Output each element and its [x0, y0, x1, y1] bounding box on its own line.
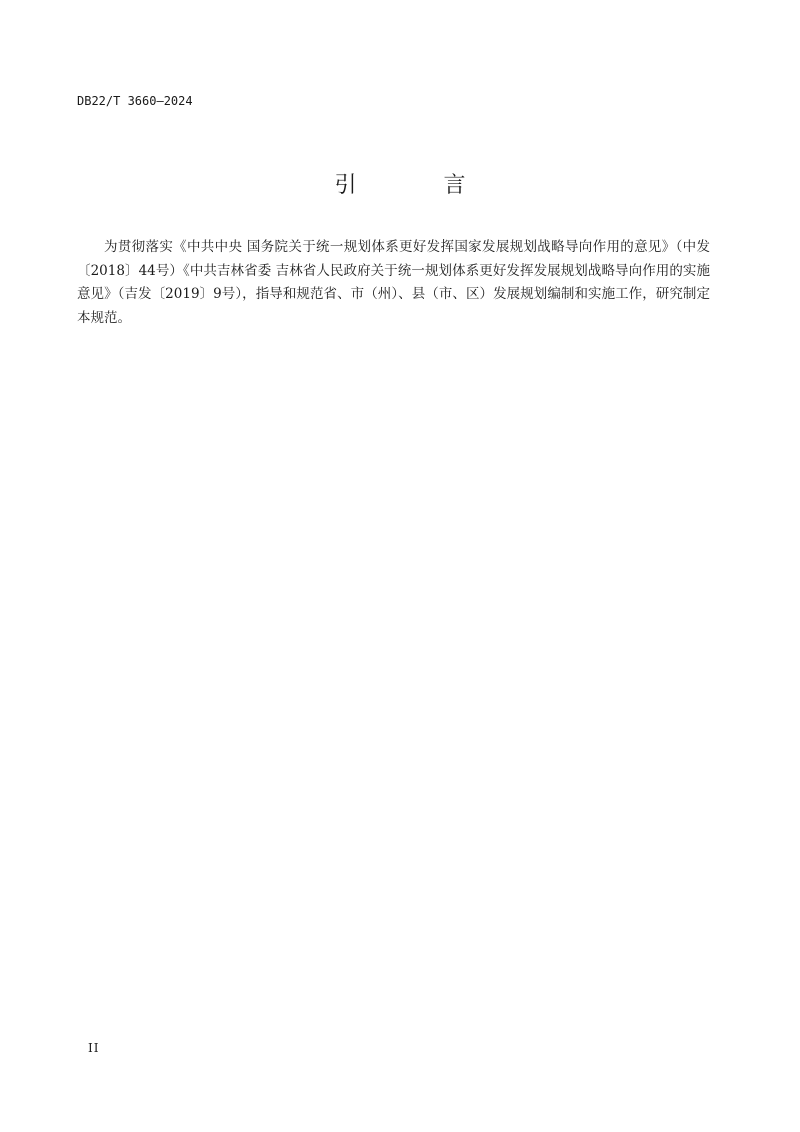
page-number: II [88, 1041, 100, 1055]
introduction-paragraph: 为贯彻落实《中共中央 国务院关于统一规划体系更好发挥国家发展规划战略导向作用的意见》（中发〔2018〕44号）《中共吉林省委 吉林省人民政府关于统一规划体系更好发挥发展规划战略导向作用的实施意见》（吉发〔2019〕9号），指导和规范省、市（州）、县（市、区）发展规划编制和实施工作，研究制定本规范。 [77, 239, 710, 326]
section-title: 引 言 [334, 173, 506, 198]
document-code: DB22/T 3660—2024 [77, 94, 193, 108]
